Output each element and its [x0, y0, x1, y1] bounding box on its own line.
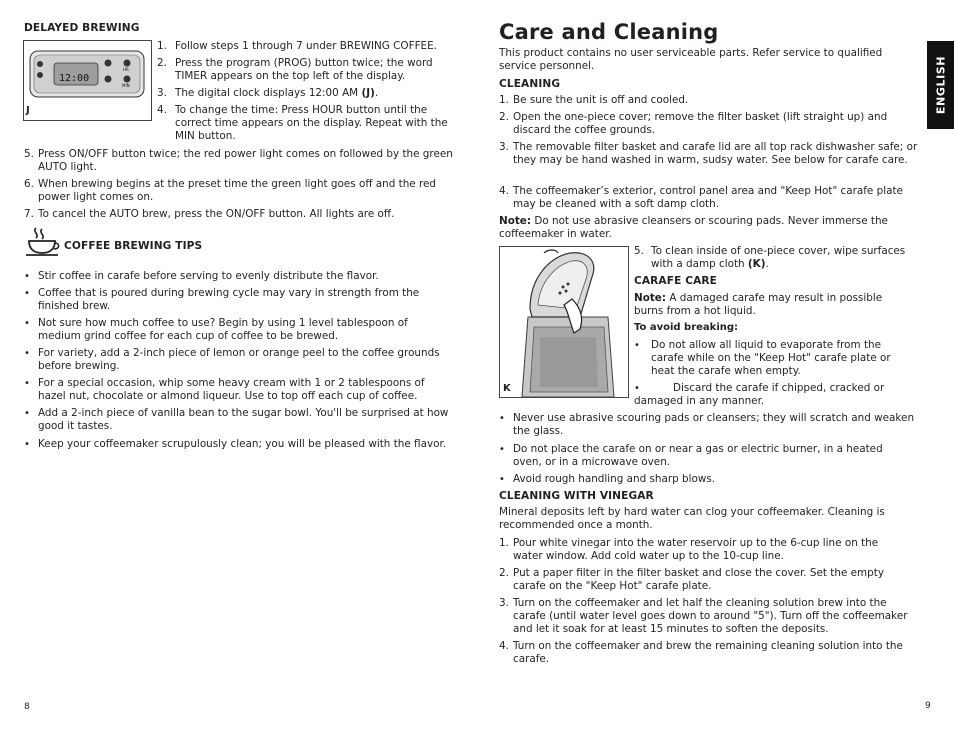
figure-label-k: K: [503, 383, 511, 394]
vinegar-heading: CLEANING WITH VINEGAR: [499, 490, 654, 502]
lcd-time: 12:00: [59, 73, 90, 84]
coffee-tips-heading: COFFEE BREWING TIPS: [64, 240, 203, 252]
list-item: 7. To cancel the AUTO brew, press the ON/OFF button. All lights are off.: [24, 208, 395, 220]
list-item: • Do not allow all liquid to evaporate from the carafe while on the "Keep Hot" carafe plate or heat the carafe when empty.: [634, 339, 891, 378]
right-page: [477, 0, 954, 738]
list-item: • Never use abrasive scouring pads or cleansers; they will scratch and weaken the glass.: [499, 412, 915, 438]
list-item: 3. The digital clock displays 12:00 AM (J).: [157, 87, 379, 99]
list-item: • Add a 2-inch piece of vanilla bean to the sugar bowl. You'll be surprised at how good it tastes.: [24, 407, 449, 433]
coffeemaker-illustration: [500, 247, 628, 397]
list-item: 5. Press ON/OFF button twice; the red power light comes on followed by the green AUTO light.: [24, 148, 453, 174]
svg-text:HR: HR: [123, 67, 129, 72]
list-item: 1. Pour white vinegar into the water reservoir up to the 6-cup line on the water window. Add cold water up to the 10-cup line.: [499, 537, 879, 563]
carafe-care-heading: CARAFE CARE: [634, 275, 717, 287]
page-number-right: 9: [925, 701, 931, 711]
list-item: • For variety, add a 2-inch piece of lemon or orange peel to the coffee grounds before brewing.: [24, 347, 440, 373]
list-item: 2. Press the program (PROG) button twice; the word TIMER appears on the top left of the display.: [157, 57, 433, 83]
list-item: • Avoid rough handling and sharp blows.: [499, 473, 716, 485]
carafe-note: Note: A damaged carafe may result in possible burns from a hot liquid.: [634, 292, 883, 318]
list-item: 4. Turn on the coffeemaker and brew the remaining cleaning solution into the carafe.: [499, 640, 903, 666]
language-tab: [927, 41, 954, 129]
list-item: • Stir coffee in carafe before serving to evenly distribute the flavor.: [24, 270, 379, 282]
list-item: 4. The coffeemaker’s exterior, control panel area and "Keep Hot" carafe plate may be cleaned with a soft damp cloth.: [499, 185, 903, 211]
control-panel-figure: [23, 40, 152, 121]
avoid-breaking-heading: To avoid breaking:: [634, 322, 739, 333]
power-button-icon: [37, 61, 43, 67]
list-item: • Discard the carafe if chipped, cracked or damaged in any manner.: [634, 382, 885, 408]
vinegar-intro: Mineral deposits left by hard water can clog your coffeemaker. Cleaning is recommended once a month.: [499, 506, 885, 532]
list-item: 3. The removable filter basket and carafe lid are all top rack dishwasher safe; or they may be hand washed in warm, sudsy water. See below for carafe care.: [499, 141, 918, 167]
list-item: • Keep your coffeemaker scrupulously clean; you will be pleased with the flavor.: [24, 438, 447, 450]
intro-text: This product contains no user serviceable parts. Refer service to qualified service personnel.: [499, 47, 883, 73]
list-item: 2. Open the one-piece cover; remove the filter basket (lift straight up) and discard the coffee grounds.: [499, 111, 888, 137]
list-item: 2. Put a paper filter in the filter basket and close the cover. Set the empty carafe on the "Keep Hot" carafe plate.: [499, 567, 884, 593]
list-item: • Do not place the carafe on or near a gas or electric burner, in a heated oven, or in a microwave oven.: [499, 443, 883, 469]
language-tab-label: ENGLISH: [934, 55, 947, 115]
control-panel-illustration: [24, 41, 151, 120]
list-item: 1. Be sure the unit is off and cooled.: [499, 94, 689, 106]
list-item: 6. When brewing begins at the preset time the green light goes off and the red power light comes on.: [24, 178, 437, 204]
svg-text:MIN: MIN: [122, 83, 130, 88]
cleaning-heading: CLEANING: [499, 78, 561, 90]
list-item: • Coffee that is poured during brewing cycle may vary in strength from the finished brew.: [24, 287, 420, 313]
list-item: 1. Follow steps 1 through 7 under BREWING COFFEE.: [157, 40, 437, 52]
delayed-brewing-heading: DELAYED BREWING: [24, 22, 140, 34]
list-item: 4. To change the time: Press HOUR button until the correct time appears on the display. Repeat with the MIN button.: [157, 104, 448, 143]
list-item: 3. Turn on the coffeemaker and let half the cleaning solution brew into the carafe (until water level goes down to around "5"). Turn off the coffeemaker and let it soak for at least 15 minutes to soften the deposits.: [499, 597, 908, 636]
coffeemaker-figure: [499, 246, 629, 398]
list-item: 5. To clean inside of one-piece cover, wipe surfaces with a damp cloth (K).: [634, 245, 906, 271]
figure-label-j: J: [26, 105, 30, 116]
list-item: • For a special occasion, whip some heavy cream with 1 or 2 tablespoons of hazel nut, chocolate or almond liqueur. Use to top off each cup of coffee.: [24, 377, 425, 403]
list-item: • Not sure how much coffee to use? Begin by using 1 level tablespoon of medium grind coffee for each cup of coffee to be brewed.: [24, 317, 408, 343]
page-title: Care and Cleaning: [499, 20, 719, 44]
page-number-left: 8: [24, 702, 30, 712]
coffee-cup-icon: [24, 226, 62, 258]
cleaning-note: Note: Do not use abrasive cleansers or scouring pads. Never immerse the coffeemaker in water.: [499, 215, 888, 241]
